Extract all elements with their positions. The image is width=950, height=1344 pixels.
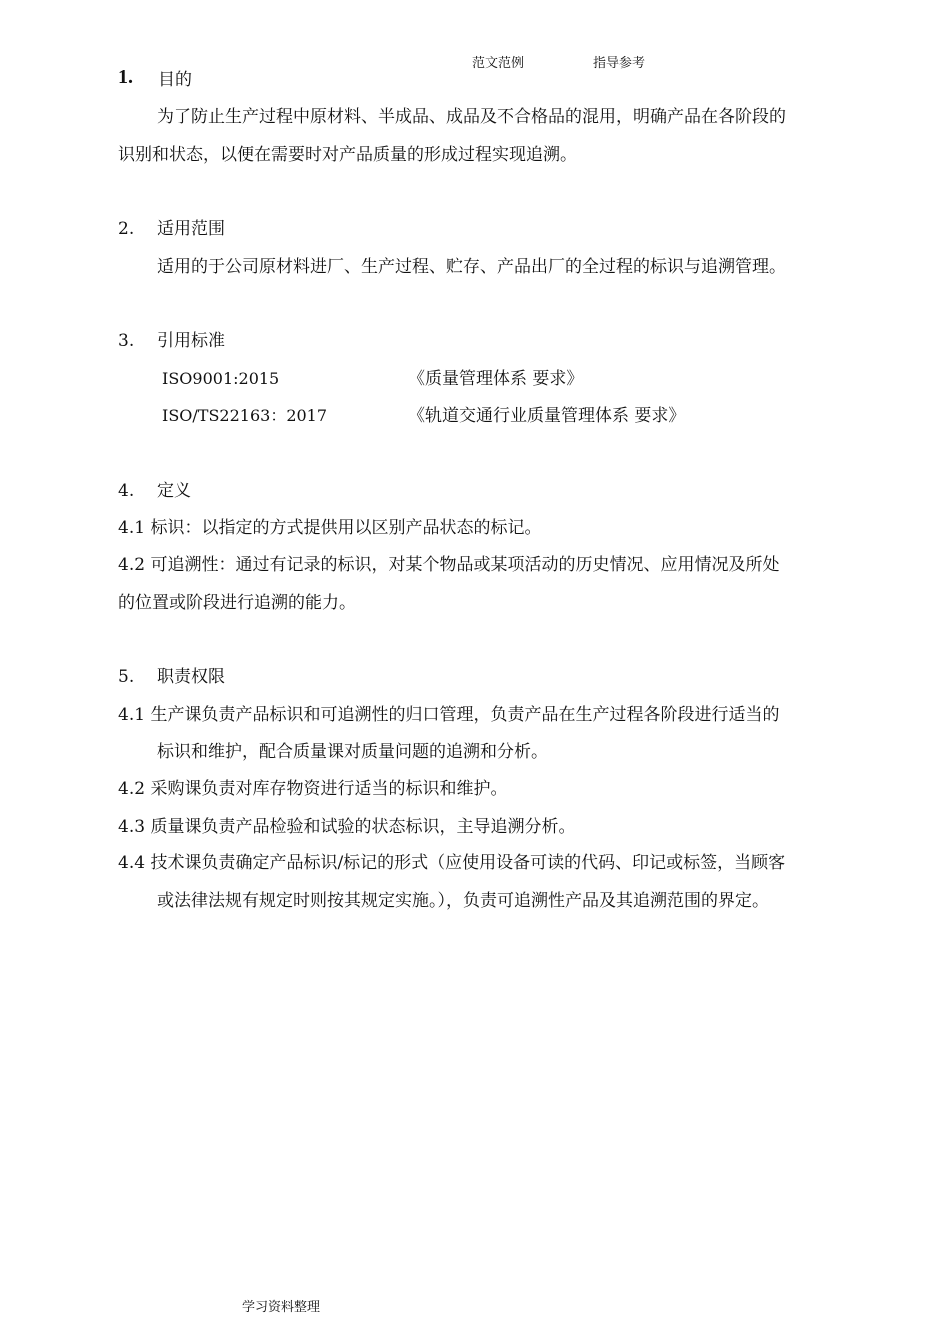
reference-name: 《轨道交通行业质量管理体系 要求》 <box>408 406 686 426</box>
section-3-number: 3. <box>118 331 135 351</box>
definition-item: 4.2 可追溯性：通过有记录的标识，对某个物品或某项活动的历史情况、应用情况及所处 <box>118 555 780 575</box>
responsibility-item-continued: 或法律法规有规定时则按其规定实施。），负责可追溯性产品及其追溯范围的界定。 <box>157 891 769 911</box>
section-4-title: 定义 <box>157 481 191 501</box>
responsibility-item-continued: 标识和维护，配合质量课对质量问题的追溯和分析。 <box>157 742 548 762</box>
definition-item: 4.1 标识：以指定的方式提供用以区别产品状态的标记。 <box>118 518 542 538</box>
section-2-line-1: 适用的于公司原材料进厂、生产过程、贮存、产品出厂的全过程的标识与追溯管理。 <box>157 257 786 277</box>
responsibility-item: 4.2 采购课负责对库存物资进行适当的标识和维护。 <box>118 779 508 799</box>
section-1-title: 目的 <box>158 70 192 90</box>
section-3-title: 引用标准 <box>157 331 225 351</box>
footer-note: 学习资料整理 <box>242 1300 321 1315</box>
section-4-number: 4. <box>118 481 135 501</box>
reference-name: 《质量管理体系 要求》 <box>408 369 584 389</box>
responsibility-item: 4.3 质量课负责产品检验和试验的状态标识，主导追溯分析。 <box>118 817 576 837</box>
section-2-title: 适用范围 <box>157 219 225 239</box>
section-2-number: 2. <box>118 219 135 239</box>
section-1-line-2: 识别和状态，以便在需要时对产品质量的形成过程实现追溯。 <box>118 145 577 165</box>
reference-code: ISO9001:2015 <box>162 369 280 388</box>
section-5-title: 职责权限 <box>157 667 225 687</box>
reference-code: ISO/TS22163：2017 <box>162 406 328 425</box>
definition-item-continued: 的位置或阶段进行追溯的能力。 <box>118 593 356 613</box>
header-right: 指导参考 <box>593 56 646 71</box>
header-left: 范文范例 <box>472 56 525 71</box>
section-1-line-1: 为了防止生产过程中原材料、半成品、成品及不合格品的混用，明确产品在各阶段的 <box>157 107 786 127</box>
responsibility-item: 4.4 技术课负责确定产品标识/标记的形式（应使用设备可读的代码、印记或标签，当顾客 <box>118 853 786 873</box>
section-1-number: 1. <box>118 66 133 88</box>
responsibility-item: 4.1 生产课负责产品标识和可追溯性的归口管理，负责产品在生产过程各阶段进行适当的 <box>118 705 780 725</box>
section-5-number: 5. <box>118 667 135 687</box>
